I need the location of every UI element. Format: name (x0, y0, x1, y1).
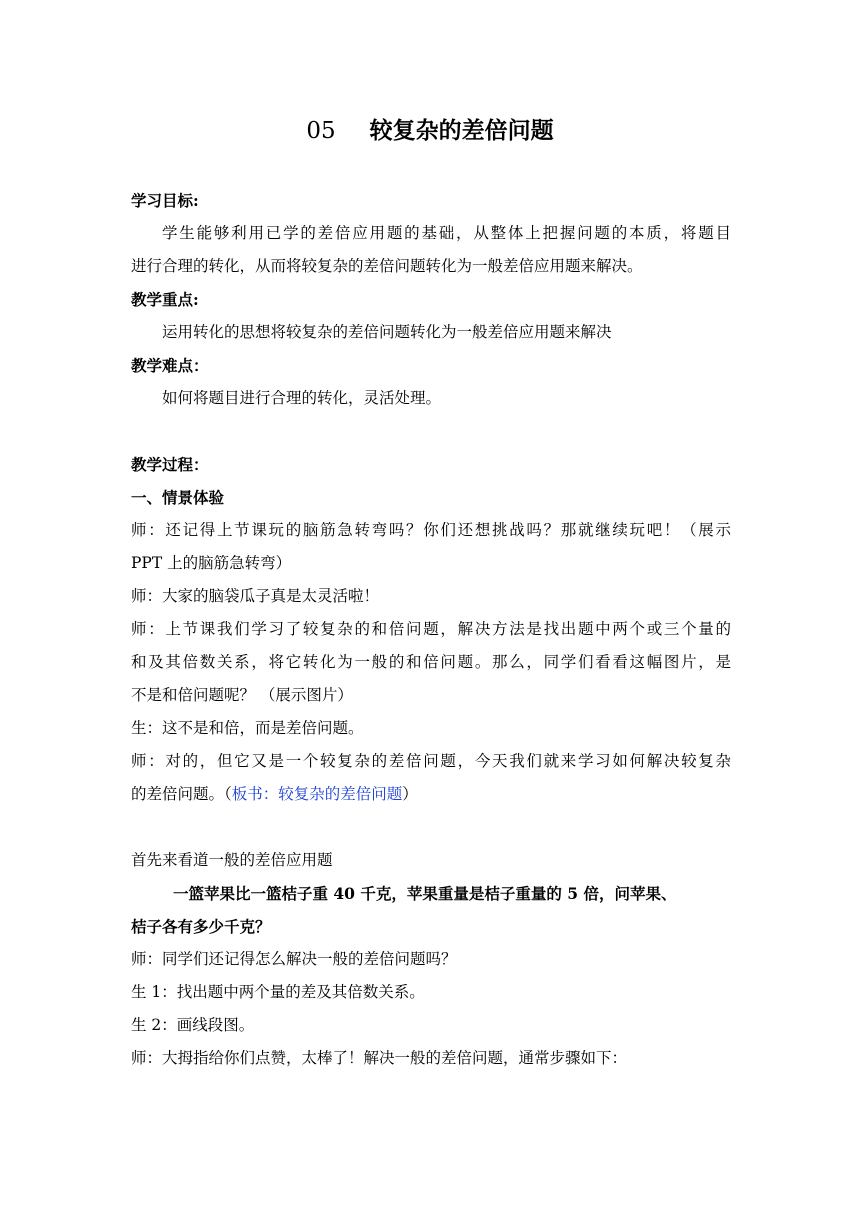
spacer (131, 811, 731, 844)
dialogue-line: 生：这不是和倍，而是差倍问题。 (131, 719, 364, 737)
problem-line-2: 桔子各有多少千克？ (131, 917, 271, 936)
objectives-line-1: 学生能够利用已学的差倍应用题的基础，从整体上把握问题的本质，将题目 (162, 224, 731, 242)
dialogue-line: 师：大家的脑袋瓜子真是太灵活啦！ (131, 587, 380, 605)
dialogue-line: 师：对的，但它又是一个较复杂的差倍问题，今天我们就来学习如何解决较复杂 (131, 752, 731, 770)
dialogue-text: ） (402, 785, 418, 803)
problem-line-1: 一篮苹果比一篮桔子重 40 千克，苹果重量是桔子重量的 5 倍，问苹果、 (173, 884, 677, 903)
blackboard-note: 板书：较复杂的差倍问题 (231, 785, 403, 803)
key-point-heading: 教学重点: (131, 290, 199, 309)
page-title (0, 112, 860, 145)
dialogue-line: 不是和倍问题呢？ （展示图片） (131, 686, 353, 704)
lesson-number: 05 (306, 118, 336, 144)
lesson-title: 较复杂的差倍问题 (369, 117, 554, 144)
dialogue-line (131, 778, 731, 811)
dialogue-line: 和及其倍数关系，将它转化为一般的和倍问题。那么，同学们看看这幅图片，是 (131, 653, 731, 671)
spacer (131, 415, 731, 448)
objectives-line-2: 进行合理的转化，从而将较复杂的差倍问题转化为一般差倍应用题来解决。 (131, 257, 643, 275)
dialogue-line: PPT 上的脑筋急转弯） (131, 554, 292, 572)
dialogue-text: 的差倍问题。（ (131, 785, 232, 803)
key-point-text: 运用转化的思想将较复杂的差倍问题转化为一般差倍应用题来解决 (162, 323, 612, 341)
dialogue-line: 生 2：画线段图。 (131, 1016, 255, 1034)
dialogue-line: 师：还记得上节课玩的脑筋急转弯吗？你们还想挑战吗？那就继续玩吧！（展示 (131, 521, 731, 539)
dialogue-line: 师：上节课我们学习了较复杂的和倍问题，解决方法是找出题中两个或三个量的 (131, 620, 731, 638)
dialogue-line: 生 1：找出题中两个量的差及其倍数关系。 (131, 983, 425, 1001)
document-body (131, 184, 731, 1075)
difficulty-heading: 教学难点： (131, 356, 209, 375)
difficulty-text: 如何将题目进行合理的转化，灵活处理。 (162, 389, 442, 407)
objectives-heading: 学习目标: (131, 191, 199, 210)
section-heading: 一、情景体验 (131, 488, 225, 507)
process-heading: 教学过程： (131, 455, 209, 474)
dialogue-line: 师：大拇指给你们点赞，太棒了！解决一般的差倍问题，通常步骤如下： (131, 1049, 628, 1067)
example-intro: 首先来看道一般的差倍应用题 (131, 851, 333, 869)
dialogue-line: 师：同学们还记得怎么解决一般的差倍问题吗？ (131, 950, 457, 968)
